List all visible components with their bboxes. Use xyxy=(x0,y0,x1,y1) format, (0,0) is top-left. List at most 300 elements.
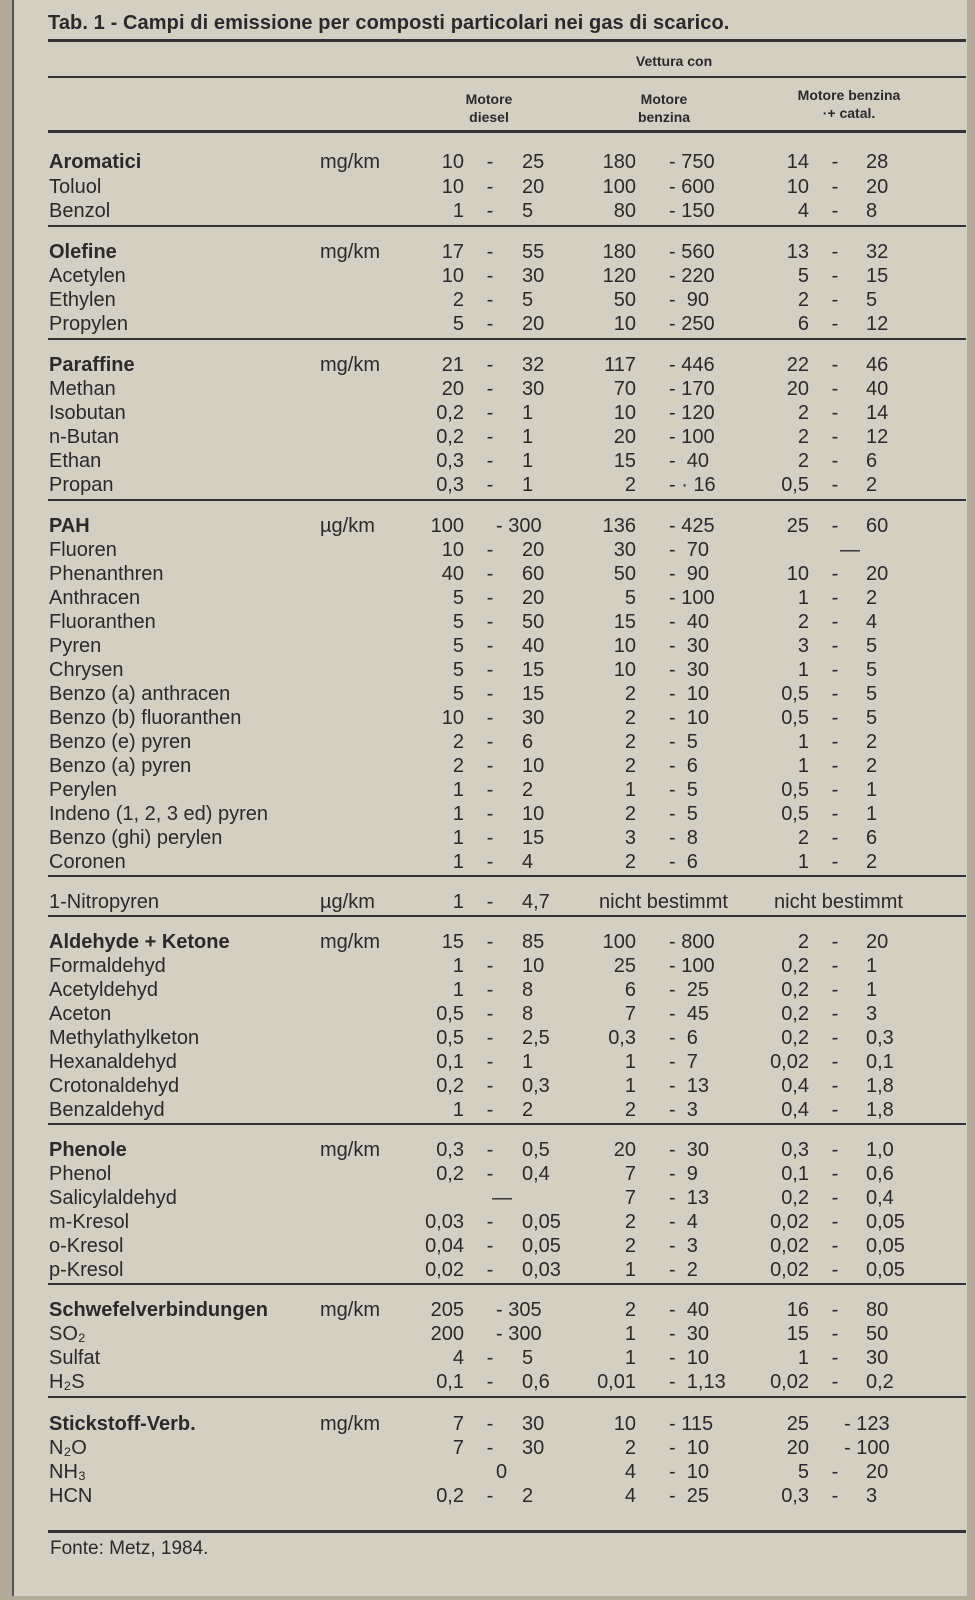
catal-high: 20 xyxy=(866,931,889,953)
diesel-high: 0,03 xyxy=(522,1259,561,1281)
diesel-high: 5 xyxy=(522,200,534,222)
diesel-low: 1 xyxy=(452,979,464,1001)
divider xyxy=(48,499,966,501)
diesel-high: 10 xyxy=(522,955,545,977)
benzina-high: - 30 xyxy=(669,635,710,657)
diesel-low: 0,04 xyxy=(425,1235,464,1257)
diesel-high: 15 xyxy=(522,683,545,705)
benzina-high: - 6 xyxy=(669,851,698,873)
catal-high: 2 xyxy=(866,587,878,609)
benzina-low: 100 xyxy=(602,931,636,953)
diesel-low: 2 xyxy=(452,289,464,311)
catal-low: 1 xyxy=(797,755,809,777)
catal-low: 0,2 xyxy=(781,1027,809,1049)
diesel-dash: - xyxy=(486,955,494,977)
row-name: Sulfat xyxy=(49,1347,101,1369)
row-name: Aldehyde + Ketone xyxy=(49,931,230,953)
benzina-low: 1 xyxy=(624,1075,636,1097)
table-row xyxy=(14,1258,969,1282)
diesel-high: - 305 xyxy=(496,1299,542,1321)
diesel-dash: - xyxy=(486,539,494,561)
catal-high: 60 xyxy=(866,515,889,537)
catal-high: 0,05 xyxy=(866,1235,905,1257)
catal-high: 0,6 xyxy=(866,1163,894,1185)
header-benzina xyxy=(604,90,724,126)
catal-high: 32 xyxy=(866,241,889,263)
diesel-high: 20 xyxy=(522,539,545,561)
catal-low: 13 xyxy=(786,241,809,263)
divider xyxy=(48,1123,966,1125)
benzina-high: - 40 xyxy=(669,450,710,472)
diesel-dash: - xyxy=(486,1437,494,1459)
catal-low: 2 xyxy=(797,931,809,953)
header-benzina-line1: Motore xyxy=(640,91,688,107)
catal-dash: - xyxy=(831,779,839,801)
row-name: Benzol xyxy=(49,200,111,222)
benzina-high: - 10 xyxy=(669,1437,710,1459)
row-name: Benzaldehyd xyxy=(49,1099,165,1121)
benzina-high: - 170 xyxy=(669,378,715,400)
row-name: Hexanaldehyd xyxy=(49,1051,177,1073)
catal-low: 5 xyxy=(797,1461,809,1483)
row-name: Indeno (1, 2, 3 ed) pyren xyxy=(49,803,269,825)
row-name: Coronen xyxy=(49,851,126,873)
table-row xyxy=(14,425,969,449)
diesel-dash: - xyxy=(486,1099,494,1121)
row-name: N₂O xyxy=(49,1437,87,1459)
catal-dash: - xyxy=(831,1163,839,1185)
table-row xyxy=(14,199,969,223)
catal-dash: - xyxy=(831,1099,839,1121)
table-row xyxy=(14,1234,969,1258)
table-row xyxy=(14,514,969,538)
diesel-high: 40 xyxy=(522,635,545,657)
diesel-dash: - xyxy=(486,731,494,753)
table-row xyxy=(14,1370,969,1394)
benzina-low: 1 xyxy=(624,1323,636,1345)
table-row xyxy=(14,1026,969,1050)
benzina-high: - 30 xyxy=(669,659,710,681)
row-name: PAH xyxy=(49,515,90,537)
diesel-high: 20 xyxy=(522,587,545,609)
catal-high: 2 xyxy=(866,755,878,777)
benzina-low: 2 xyxy=(624,1211,636,1233)
catal-high: 6 xyxy=(866,827,878,849)
diesel-dash: - xyxy=(486,1003,494,1025)
catal-high: - 123 xyxy=(844,1413,890,1435)
diesel-high: 0,05 xyxy=(522,1211,561,1233)
table-row xyxy=(14,562,969,586)
catal-dash: - xyxy=(831,1051,839,1073)
diesel-dash: - xyxy=(486,402,494,424)
catal-dash: - xyxy=(831,707,839,729)
diesel-high: 10 xyxy=(522,803,545,825)
catal-low: 4 xyxy=(797,200,809,222)
catal-low: 1 xyxy=(797,659,809,681)
benzina-low: 6 xyxy=(624,979,636,1001)
diesel-dash: - xyxy=(486,683,494,705)
benzina-low: 100 xyxy=(602,176,636,198)
row-name: n-Butan xyxy=(49,426,120,448)
diesel-dash: - xyxy=(486,1027,494,1049)
catal-low: 2 xyxy=(797,450,809,472)
row-name: Fluoren xyxy=(49,539,117,561)
benzina-low: 5 xyxy=(624,587,636,609)
diesel-low: 1 xyxy=(452,200,464,222)
table-row xyxy=(14,850,969,874)
benzina-low: 2 xyxy=(624,707,636,729)
diesel-low: 0,3 xyxy=(436,1139,464,1161)
header-benzina-line2: benzina xyxy=(637,109,691,125)
diesel-dash: - xyxy=(486,354,494,376)
benzina-low: 4 xyxy=(624,1485,636,1507)
table-row xyxy=(14,1162,969,1186)
diesel-dash: - xyxy=(486,1413,494,1435)
diesel-low: 0,5 xyxy=(436,1003,464,1025)
diesel-low: 205 xyxy=(430,1299,464,1321)
catal-low: 0,02 xyxy=(770,1051,809,1073)
diesel-dash: - xyxy=(486,1485,494,1507)
table-row xyxy=(14,890,969,914)
benzina-high: - 7 xyxy=(669,1051,698,1073)
benzina-low: 2 xyxy=(624,683,636,705)
benzina-high: - 115 xyxy=(669,1413,714,1435)
table-row xyxy=(14,1210,969,1234)
diesel-low: 5 xyxy=(452,587,464,609)
catal-dash: - xyxy=(831,659,839,681)
catal-dash: - xyxy=(831,1299,839,1321)
catal-dash: - xyxy=(831,241,839,263)
diesel-dash: - xyxy=(486,1259,494,1281)
catal-high: 1 xyxy=(866,979,878,1001)
diesel-dash: - xyxy=(486,1371,494,1393)
catal-empty: — xyxy=(840,539,860,561)
catal-high: 28 xyxy=(866,151,889,173)
table-row xyxy=(14,1186,969,1210)
benzina-low: 4 xyxy=(624,1461,636,1483)
catal-low: 1 xyxy=(797,731,809,753)
diesel-dash: - xyxy=(486,1163,494,1185)
diesel-dash: - xyxy=(486,1347,494,1369)
catal-low: 0,5 xyxy=(781,683,809,705)
catal-high: 4 xyxy=(866,611,878,633)
table-row xyxy=(14,1098,969,1122)
row-name: 1-Nitropyren xyxy=(49,891,160,913)
diesel-low: 0,2 xyxy=(436,1485,464,1507)
catal-low: 0,4 xyxy=(781,1099,809,1121)
catal-dash: - xyxy=(831,1027,839,1049)
benzina-low: 80 xyxy=(613,200,636,222)
diesel-low: 10 xyxy=(441,151,464,173)
benzina-high: - 3 xyxy=(669,1235,698,1257)
diesel-high: 1 xyxy=(522,474,534,496)
benzina-low: 15 xyxy=(613,611,636,633)
catal-dash: - xyxy=(831,450,839,472)
catal-dash: - xyxy=(831,1211,839,1233)
catal-dash: - xyxy=(831,1259,839,1281)
row-unit: mg/km xyxy=(320,354,380,376)
table-row xyxy=(14,754,969,778)
table-row xyxy=(14,312,969,336)
table-row xyxy=(14,802,969,826)
diesel-low: 1 xyxy=(452,891,464,913)
catal-low: 3 xyxy=(797,635,809,657)
table-title: Tab. 1 - Campi di emissione per composti particolari nei gas di scarico. xyxy=(48,12,730,34)
diesel-empty: — xyxy=(492,1187,512,1209)
catal-high: 6 xyxy=(866,450,878,472)
diesel-low: 1 xyxy=(452,955,464,977)
diesel-low: 0,02 xyxy=(425,1259,464,1281)
benzina-low: 2 xyxy=(624,731,636,753)
diesel-high: 30 xyxy=(522,1413,545,1435)
catal-dash: - xyxy=(831,1371,839,1393)
diesel-dash: - xyxy=(486,659,494,681)
catal-low: 16 xyxy=(786,1299,809,1321)
catal-high: 0,05 xyxy=(866,1211,905,1233)
benzina-high: - 8 xyxy=(669,827,698,849)
table-row xyxy=(14,1138,969,1162)
diesel-dash: - xyxy=(486,891,494,913)
diesel-low: 10 xyxy=(441,265,464,287)
benzina-high: - 25 xyxy=(669,979,710,1001)
catal-dash: - xyxy=(831,378,839,400)
catal-note: nicht bestimmt xyxy=(774,891,903,913)
benzina-low: 7 xyxy=(624,1187,636,1209)
diesel-value: 0 xyxy=(496,1461,508,1483)
catal-dash: - xyxy=(831,515,839,537)
catal-low: 0,5 xyxy=(781,779,809,801)
diesel-dash: - xyxy=(486,755,494,777)
table-row xyxy=(14,1346,969,1370)
catal-low: 0,2 xyxy=(781,979,809,1001)
benzina-low: 25 xyxy=(613,955,636,977)
catal-high: 1,8 xyxy=(866,1099,894,1121)
catal-low: 25 xyxy=(786,1413,809,1435)
table-row xyxy=(14,150,969,174)
benzina-low: 10 xyxy=(613,402,636,424)
diesel-high: 5 xyxy=(522,1347,534,1369)
table-row xyxy=(14,610,969,634)
diesel-low: 5 xyxy=(452,313,464,335)
diesel-high: 0,3 xyxy=(522,1075,550,1097)
diesel-dash: - xyxy=(486,151,494,173)
table-row xyxy=(14,658,969,682)
catal-dash: - xyxy=(831,313,839,335)
diesel-high: 85 xyxy=(522,931,545,953)
diesel-high: 55 xyxy=(522,241,545,263)
diesel-high: 8 xyxy=(522,979,534,1001)
diesel-high: 5 xyxy=(522,289,534,311)
catal-high: 12 xyxy=(866,313,889,335)
benzina-high: - 5 xyxy=(669,803,698,825)
diesel-dash: - xyxy=(486,611,494,633)
diesel-low: 7 xyxy=(452,1437,464,1459)
catal-dash: - xyxy=(831,931,839,953)
benzina-high: - 6 xyxy=(669,755,698,777)
benzina-low: 2 xyxy=(624,1235,636,1257)
row-name: o-Kresol xyxy=(49,1235,124,1257)
diesel-high: 30 xyxy=(522,707,545,729)
table-row xyxy=(14,954,969,978)
row-name: Ethan xyxy=(49,450,102,472)
row-name: Benzo (ghi) perylen xyxy=(49,827,223,849)
benzina-low: 7 xyxy=(624,1003,636,1025)
catal-low: 10 xyxy=(786,563,809,585)
catal-low: 0,02 xyxy=(770,1211,809,1233)
benzina-high: - 5 xyxy=(669,779,698,801)
diesel-high: - 300 xyxy=(496,515,542,537)
table-row xyxy=(14,826,969,850)
row-unit: mg/km xyxy=(320,151,380,173)
diesel-dash: - xyxy=(486,1211,494,1233)
diesel-dash: - xyxy=(486,827,494,849)
table-row xyxy=(14,264,969,288)
row-name: Phenol xyxy=(49,1163,112,1185)
row-unit: µg/km xyxy=(320,891,375,913)
catal-high: 3 xyxy=(866,1485,878,1507)
benzina-low: 2 xyxy=(624,1099,636,1121)
diesel-low: 0,1 xyxy=(436,1371,464,1393)
row-name: Pyren xyxy=(49,635,102,657)
diesel-dash: - xyxy=(486,851,494,873)
catal-high: 5 xyxy=(866,707,878,729)
catal-dash: - xyxy=(831,563,839,585)
catal-low: 0,1 xyxy=(781,1163,809,1185)
catal-low: 2 xyxy=(797,289,809,311)
benzina-high: - 220 xyxy=(669,265,715,287)
table-row xyxy=(14,175,969,199)
benzina-high: - 13 xyxy=(669,1075,710,1097)
row-name: Benzo (e) pyren xyxy=(49,731,192,753)
row-name: HCN xyxy=(49,1485,93,1507)
catal-dash: - xyxy=(831,827,839,849)
header-diesel-line2: diesel xyxy=(469,109,509,125)
row-name: Salicylaldehyd xyxy=(49,1187,177,1209)
table-row xyxy=(14,706,969,730)
benzina-high: - 3 xyxy=(669,1099,698,1121)
catal-high: 12 xyxy=(866,426,889,448)
diesel-high: 32 xyxy=(522,354,545,376)
catal-low: 6 xyxy=(797,313,809,335)
benzina-high: - 90 xyxy=(669,563,710,585)
table-row xyxy=(14,240,969,264)
catal-low: 0,2 xyxy=(781,955,809,977)
table-row xyxy=(14,288,969,312)
catal-high: 5 xyxy=(866,659,878,681)
table-row xyxy=(14,730,969,754)
benzina-low: 136 xyxy=(602,515,636,537)
catal-low: 20 xyxy=(786,378,809,400)
catal-low: 0,02 xyxy=(770,1371,809,1393)
diesel-dash: - xyxy=(486,378,494,400)
benzina-low: 7 xyxy=(624,1163,636,1185)
diesel-high: 20 xyxy=(522,313,545,335)
row-name: Olefine xyxy=(49,241,117,263)
catal-high: 0,05 xyxy=(866,1259,905,1281)
catal-high: 0,1 xyxy=(866,1051,894,1073)
diesel-high: 0,6 xyxy=(522,1371,550,1393)
diesel-low: 2 xyxy=(452,755,464,777)
benzina-high: - 1,13 xyxy=(669,1371,726,1393)
diesel-high: 50 xyxy=(522,611,545,633)
row-name: Phenole xyxy=(49,1139,127,1161)
table-row xyxy=(14,1436,969,1460)
diesel-dash: - xyxy=(486,474,494,496)
diesel-low: 40 xyxy=(441,563,464,585)
diesel-high: 15 xyxy=(522,827,545,849)
catal-dash: - xyxy=(831,1139,839,1161)
diesel-low: 5 xyxy=(452,611,464,633)
catal-low: 0,2 xyxy=(781,1003,809,1025)
benzina-low: 70 xyxy=(613,378,636,400)
row-name: Aromatici xyxy=(49,151,142,173)
diesel-low: 1 xyxy=(452,803,464,825)
catal-low: 2 xyxy=(797,426,809,448)
benzina-high: - 45 xyxy=(669,1003,710,1025)
benzina-note: nicht bestimmt xyxy=(599,891,728,913)
catal-high: 46 xyxy=(866,354,889,376)
diesel-low: 5 xyxy=(452,683,464,705)
benzina-low: 2 xyxy=(624,474,636,496)
header-group: Vettura con xyxy=(635,53,713,69)
benzina-low: 15 xyxy=(613,450,636,472)
table-row xyxy=(14,1298,969,1322)
diesel-low: 1 xyxy=(452,1099,464,1121)
benzina-high: - 425 xyxy=(669,515,715,537)
catal-low: 0,02 xyxy=(770,1235,809,1257)
diesel-low: 0,5 xyxy=(436,1027,464,1049)
row-name: Isobutan xyxy=(49,402,126,424)
catal-dash: - xyxy=(831,635,839,657)
benzina-low: 2 xyxy=(624,803,636,825)
benzina-high: - 70 xyxy=(669,539,710,561)
diesel-high: 1 xyxy=(522,426,534,448)
divider xyxy=(48,225,966,227)
row-name: Schwefelverbindungen xyxy=(49,1299,268,1321)
benzina-high: - 250 xyxy=(669,313,715,335)
diesel-low: 2 xyxy=(452,731,464,753)
row-name: Toluol xyxy=(49,176,102,198)
catal-high: 2 xyxy=(866,731,878,753)
row-name: Propan xyxy=(49,474,114,496)
catal-high: 1,0 xyxy=(866,1139,894,1161)
diesel-low: 15 xyxy=(441,931,464,953)
diesel-high: 4,7 xyxy=(522,891,550,913)
row-name: Paraffine xyxy=(49,354,135,376)
diesel-low: 20 xyxy=(441,378,464,400)
diesel-low: 7 xyxy=(452,1413,464,1435)
diesel-high: 60 xyxy=(522,563,545,585)
benzina-high: - 560 xyxy=(669,241,715,263)
diesel-low: 0,3 xyxy=(436,474,464,496)
diesel-high: 30 xyxy=(522,1437,545,1459)
catal-high: 0,3 xyxy=(866,1027,894,1049)
diesel-low: 10 xyxy=(441,176,464,198)
catal-high: 20 xyxy=(866,563,889,585)
benzina-high: - 90 xyxy=(669,289,710,311)
diesel-dash: - xyxy=(486,779,494,801)
catal-dash: - xyxy=(831,955,839,977)
catal-low: 5 xyxy=(797,265,809,287)
benzina-low: 20 xyxy=(613,426,636,448)
benzina-high: - 10 xyxy=(669,1347,710,1369)
diesel-high: 2,5 xyxy=(522,1027,550,1049)
row-unit: mg/km xyxy=(320,241,380,263)
diesel-high: 1 xyxy=(522,1051,534,1073)
diesel-high: 0,5 xyxy=(522,1139,550,1161)
catal-high: 30 xyxy=(866,1347,889,1369)
catal-dash: - xyxy=(831,1485,839,1507)
